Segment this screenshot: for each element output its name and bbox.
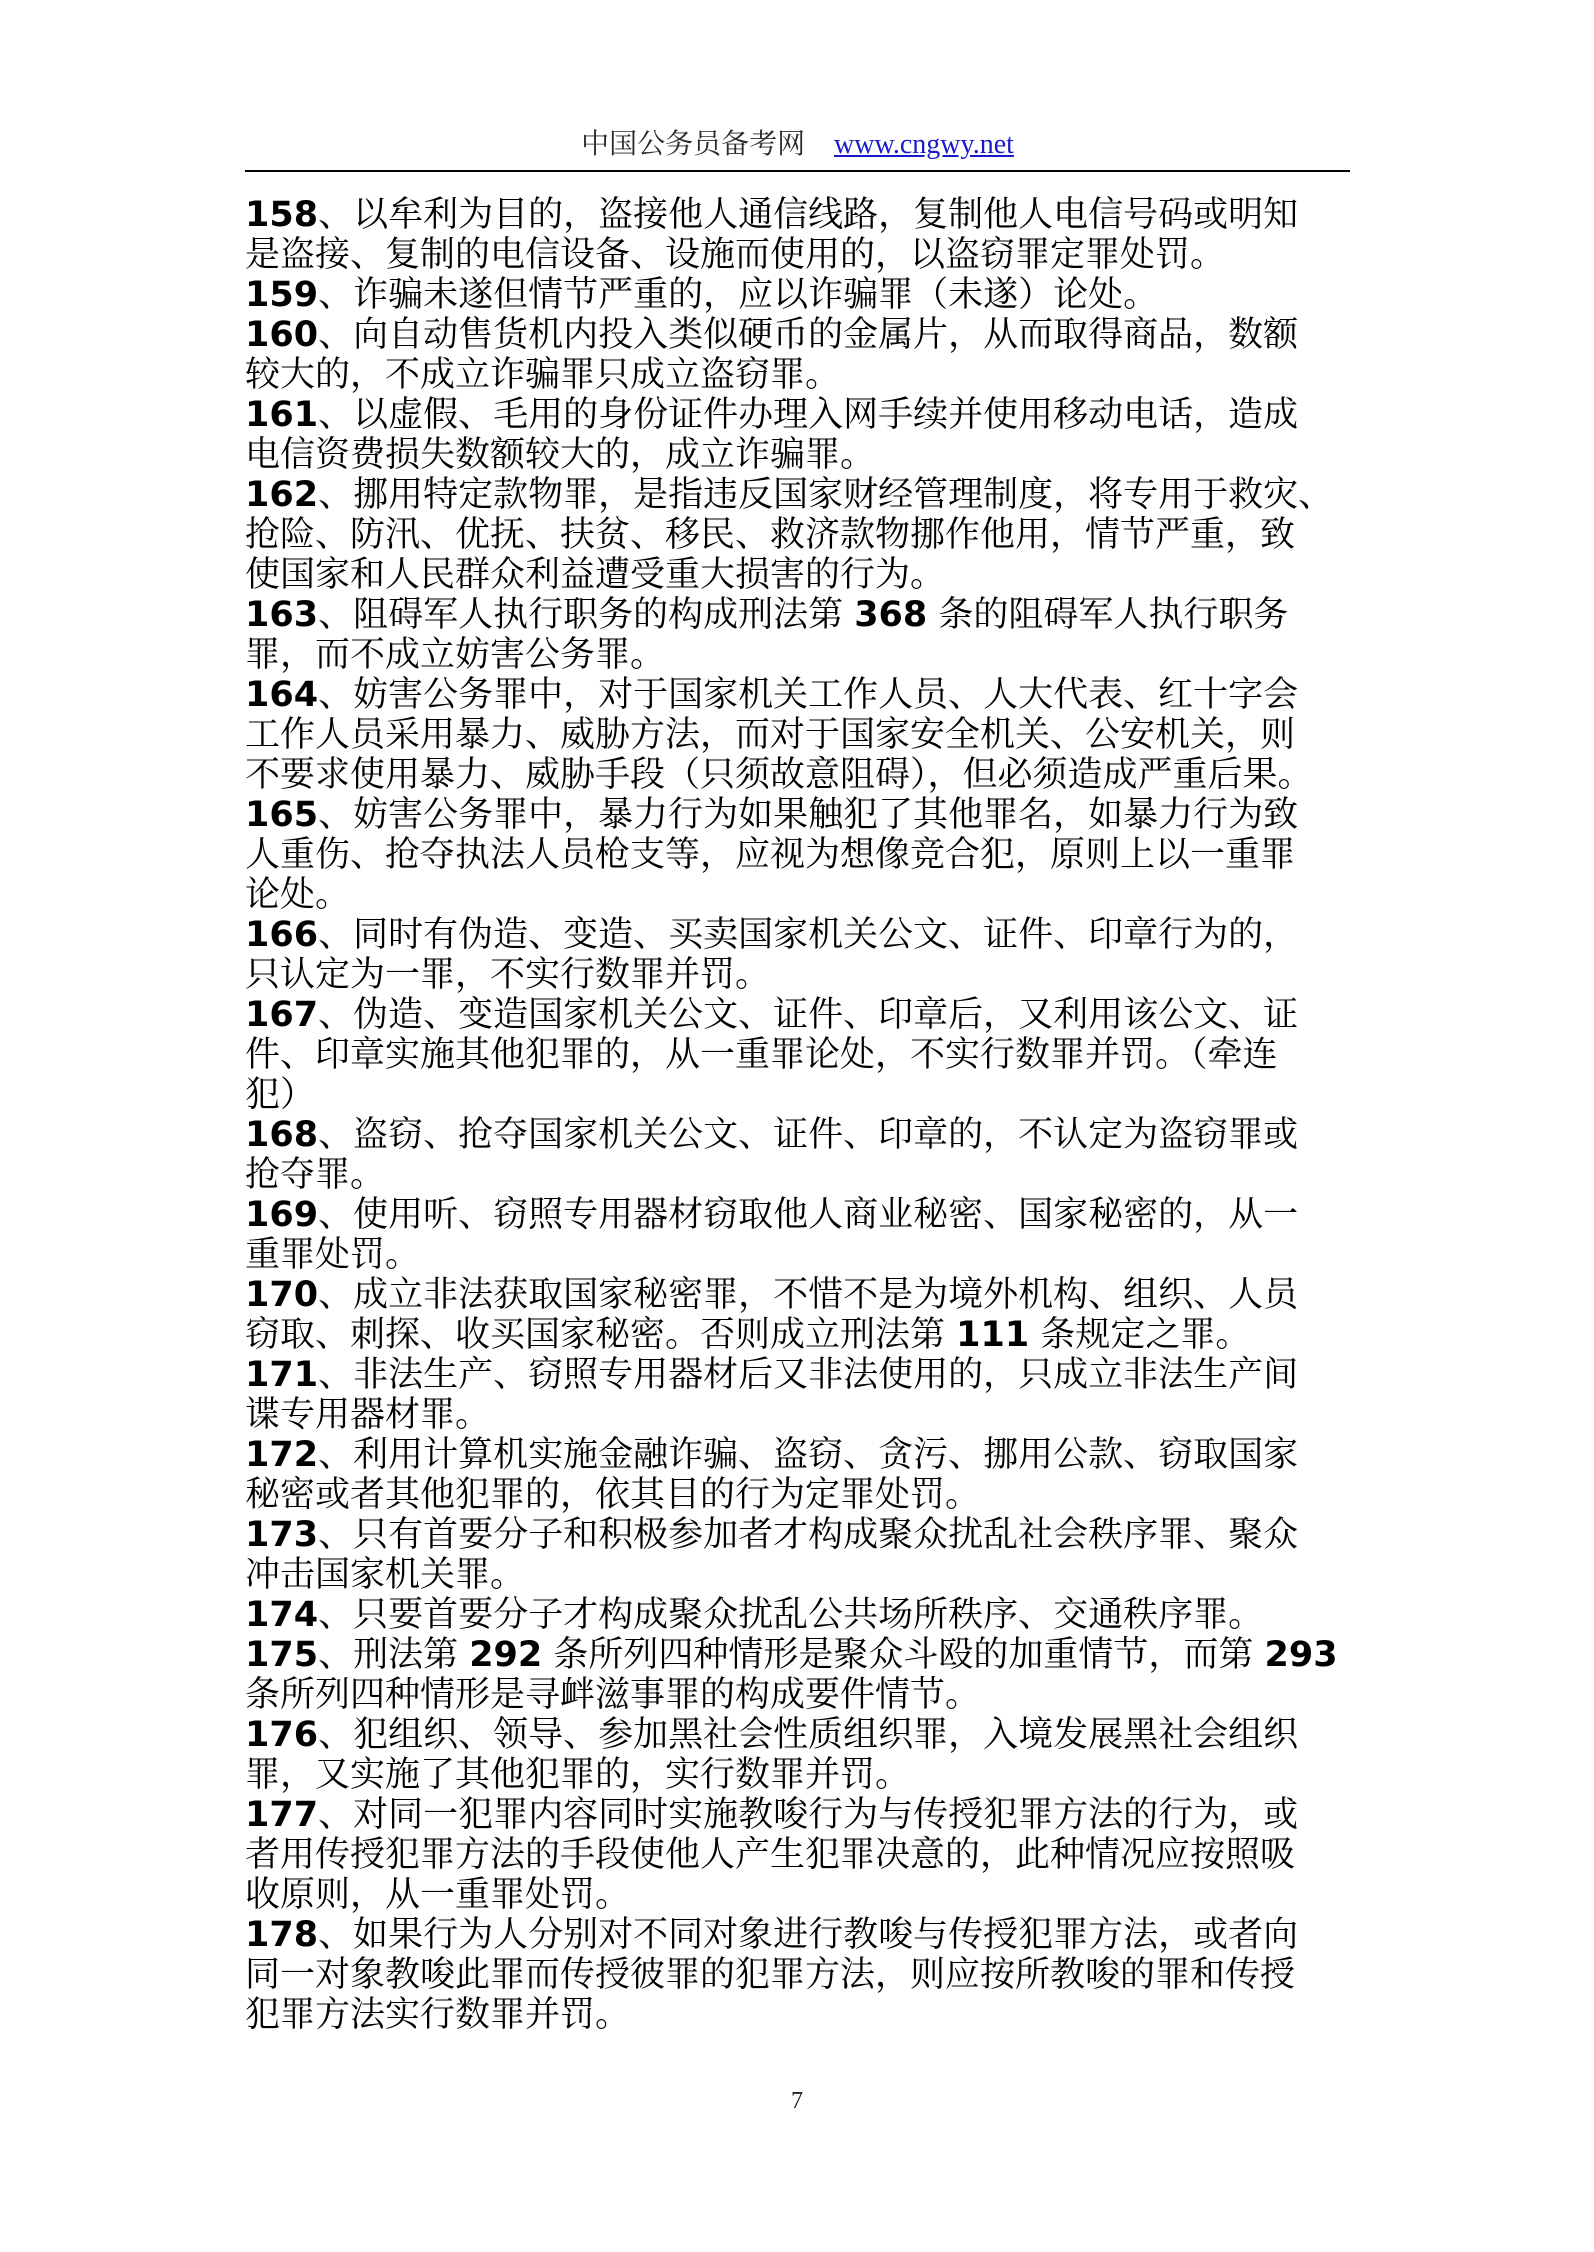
item-text: 谍专用器材罪。 (245, 1395, 491, 1435)
item-text: 同一对象教唆此罪而传授彼罪的犯罪方法，则应按所教唆的罪和传授 (245, 1955, 1296, 1995)
text-line (245, 1835, 1355, 1875)
text-line (245, 1395, 1355, 1435)
text-line (245, 395, 1355, 435)
item-text: 、使用听、窃照专用器材窃取他人商业秘密、国家秘密的，从一 (318, 1195, 1299, 1235)
text-line (245, 515, 1355, 555)
text-line (245, 955, 1355, 995)
text-line (245, 235, 1355, 275)
item-text: 、成立非法获取国家秘密罪，不惜不是为境外机构、组织、人员 (318, 1275, 1299, 1315)
text-line (245, 1595, 1355, 1635)
text-line (245, 475, 1355, 515)
item-number: 165 (245, 795, 319, 835)
item-text: 、只要首要分子才构成聚众扰乱公共场所秩序、交通秩序罪。 (318, 1595, 1264, 1635)
text-line (245, 1275, 1355, 1315)
item-number: 171 (245, 1355, 319, 1395)
text-line (245, 555, 1355, 595)
text-line (245, 1875, 1355, 1915)
item-text: 、只有首要分子和积极参加者才构成聚众扰乱社会秩序罪、聚众 (318, 1515, 1299, 1555)
text-line (245, 1755, 1355, 1795)
item-number: 167 (245, 995, 319, 1035)
item-text: 、盗窃、抢夺国家机关公文、证件、印章的，不认定为盗窃罪或 (318, 1115, 1299, 1155)
item-text: 论处。 (245, 875, 351, 915)
item-text: 抢险、防汛、优抚、扶贫、移民、救济款物挪作他用，情节严重，致 (245, 515, 1296, 555)
text-line (245, 195, 1355, 235)
item-text: 犯罪方法实行数罪并罚。 (245, 1995, 631, 2035)
list-item (245, 1515, 1355, 1595)
item-text: 、对同一犯罪内容同时实施教唆行为与传授犯罪方法的行为，或 (318, 1795, 1299, 1835)
item-text: 、诈骗未遂但情节严重的，应以诈骗罪（未遂）论处。 (318, 275, 1159, 315)
text-line (245, 1355, 1355, 1395)
list-item (245, 675, 1355, 795)
list-item (245, 915, 1355, 995)
list-item (245, 395, 1355, 475)
text-line (245, 595, 1355, 635)
text-line (245, 675, 1355, 715)
item-text: 、如果行为人分别对不同对象进行教唆与传授犯罪方法，或者向 (318, 1915, 1299, 1955)
text-line (245, 1555, 1355, 1595)
list-item (245, 1435, 1355, 1515)
item-number: 158 (245, 195, 319, 235)
list-item (245, 995, 1355, 1115)
item-text: 工作人员采用暴力、威胁方法，而对于国家安全机关、公安机关，则 (245, 715, 1296, 755)
item-text: 犯） (245, 1075, 316, 1115)
item-text: 窃取、刺探、收买国家秘密。否则成立刑法第 111 条规定之罪。 (245, 1315, 1251, 1355)
item-text: 条所列四种情形是寻衅滋事罪的构成要件情节。 (245, 1675, 981, 1715)
text-line (245, 315, 1355, 355)
item-text: 秘密或者其他犯罪的，依其目的行为定罪处罚。 (245, 1475, 981, 1515)
list-item (245, 1915, 1355, 2035)
text-line (245, 995, 1355, 1035)
item-text: 、妨害公务罪中，对于国家机关工作人员、人大代表、红十字会 (318, 675, 1299, 715)
document-body (245, 195, 1355, 2035)
item-number: 159 (245, 275, 319, 315)
text-line (245, 635, 1355, 675)
item-number: 166 (245, 915, 319, 955)
list-item (245, 595, 1355, 675)
text-line (245, 1635, 1355, 1675)
item-text: 、利用计算机实施金融诈骗、盗窃、贪污、挪用公款、窃取国家 (318, 1435, 1299, 1475)
site-url-link[interactable]: www.cngwy.net (834, 129, 1014, 160)
text-line (245, 1675, 1355, 1715)
item-text: 、刑法第 292 条所列四种情形是聚众斗殴的加重情节，而第 293 (318, 1635, 1338, 1675)
item-number: 175 (245, 1635, 319, 1675)
item-text: 件、印章实施其他犯罪的，从一重罪论处，不实行数罪并罚。（牵连 (245, 1035, 1278, 1075)
item-text: 、挪用特定款物罪，是指违反国家财经管理制度，将专用于救灾、 (318, 475, 1334, 515)
item-text: 、阻碍军人执行职务的构成刑法第 368 条的阻碍军人执行职务 (318, 595, 1289, 635)
item-number: 170 (245, 1275, 319, 1315)
list-item (245, 795, 1355, 915)
item-number: 177 (245, 1795, 319, 1835)
list-item (245, 1195, 1355, 1275)
item-number: 162 (245, 475, 319, 515)
item-text: 、妨害公务罪中，暴力行为如果触犯了其他罪名，如暴力行为致 (318, 795, 1299, 835)
text-line (245, 1955, 1355, 1995)
site-name: 中国公务员备考网 (581, 127, 806, 160)
item-text: 人重伤、抢夺执法人员枪支等，应视为想像竞合犯，原则上以一重罪 (245, 835, 1296, 875)
text-line (245, 1995, 1355, 2035)
page-header (245, 118, 1350, 172)
text-line (245, 755, 1355, 795)
text-line (245, 1475, 1355, 1515)
item-number: 174 (245, 1595, 319, 1635)
item-text: 者用传授犯罪方法的手段使他人产生犯罪决意的，此种情况应按照吸 (245, 1835, 1296, 1875)
text-line (245, 915, 1355, 955)
item-number: 163 (245, 595, 319, 635)
list-item (245, 1795, 1355, 1915)
list-item (245, 275, 1355, 315)
page-number: 7 (791, 2088, 803, 2114)
list-item (245, 1275, 1355, 1355)
text-line (245, 795, 1355, 835)
text-line (245, 1315, 1355, 1355)
item-number: 161 (245, 395, 319, 435)
text-line (245, 1715, 1355, 1755)
item-text: 、伪造、变造国家机关公文、证件、印章后，又利用该公文、证 (318, 995, 1299, 1035)
item-text: 、同时有伪造、变造、买卖国家机关公文、证件、印章行为的， (318, 915, 1299, 955)
text-line (245, 1235, 1355, 1275)
item-text: 较大的，不成立诈骗罪只成立盗窃罪。 (245, 355, 841, 395)
item-number: 178 (245, 1915, 319, 1955)
item-text: 收原则，从一重罪处罚。 (245, 1875, 631, 1915)
text-line (245, 1155, 1355, 1195)
list-item (245, 315, 1355, 395)
item-number: 164 (245, 675, 319, 715)
text-line (245, 1515, 1355, 1555)
item-text: 只认定为一罪，不实行数罪并罚。 (245, 955, 771, 995)
item-text: 、向自动售货机内投入类似硬币的金属片，从而取得商品，数额 (318, 315, 1299, 355)
text-line (245, 1915, 1355, 1955)
item-number: 172 (245, 1435, 319, 1475)
article-number: 292 (469, 1635, 543, 1675)
text-line (245, 1075, 1355, 1115)
item-text: 使国家和人民群众利益遭受重大损害的行为。 (245, 555, 946, 595)
text-line (245, 435, 1355, 475)
list-item (245, 1635, 1355, 1715)
item-text: 冲击国家机关罪。 (245, 1555, 526, 1595)
item-text: 罪，又实施了其他犯罪的，实行数罪并罚。 (245, 1755, 911, 1795)
item-text: 重罪处罚。 (245, 1235, 421, 1275)
article-number: 293 (1264, 1635, 1338, 1675)
list-item (245, 1715, 1355, 1795)
text-line (245, 355, 1355, 395)
item-text: 是盗接、复制的电信设备、设施而使用的，以盗窃罪定罪处罚。 (245, 235, 1226, 275)
item-number: 173 (245, 1515, 319, 1555)
item-text: 、以虚假、毛用的身份证件办理入网手续并使用移动电话，造成 (318, 395, 1299, 435)
list-item (245, 475, 1355, 595)
text-line (245, 1115, 1355, 1155)
item-text: 、犯组织、领导、参加黑社会性质组织罪，入境发展黑社会组织 (318, 1715, 1299, 1755)
item-text: 、非法生产、窃照专用器材后又非法使用的，只成立非法生产间 (318, 1355, 1299, 1395)
item-number: 160 (245, 315, 319, 355)
item-text: 抢夺罪。 (245, 1155, 386, 1195)
list-item (245, 1355, 1355, 1435)
item-number: 176 (245, 1715, 319, 1755)
text-line (245, 1195, 1355, 1235)
text-line (245, 835, 1355, 875)
item-text: 罪，而不成立妨害公务罪。 (245, 635, 666, 675)
text-line (245, 715, 1355, 755)
text-line (245, 875, 1355, 915)
item-text: 不要求使用暴力、威胁手段（只须故意阻碍），但必须造成严重后果。 (245, 755, 1313, 795)
text-line (245, 1035, 1355, 1075)
list-item (245, 1595, 1355, 1635)
text-line (245, 1435, 1355, 1475)
article-number: 368 (854, 595, 928, 635)
item-number: 169 (245, 1195, 319, 1235)
list-item (245, 195, 1355, 275)
text-line (245, 275, 1355, 315)
item-text: 、以牟利为目的，盗接他人通信线路，复制他人电信号码或明知 (318, 195, 1299, 235)
list-item (245, 1115, 1355, 1195)
item-number: 168 (245, 1115, 319, 1155)
text-line (245, 1795, 1355, 1835)
item-text: 电信资费损失数额较大的，成立诈骗罪。 (245, 435, 876, 475)
article-number: 111 (956, 1315, 1030, 1355)
